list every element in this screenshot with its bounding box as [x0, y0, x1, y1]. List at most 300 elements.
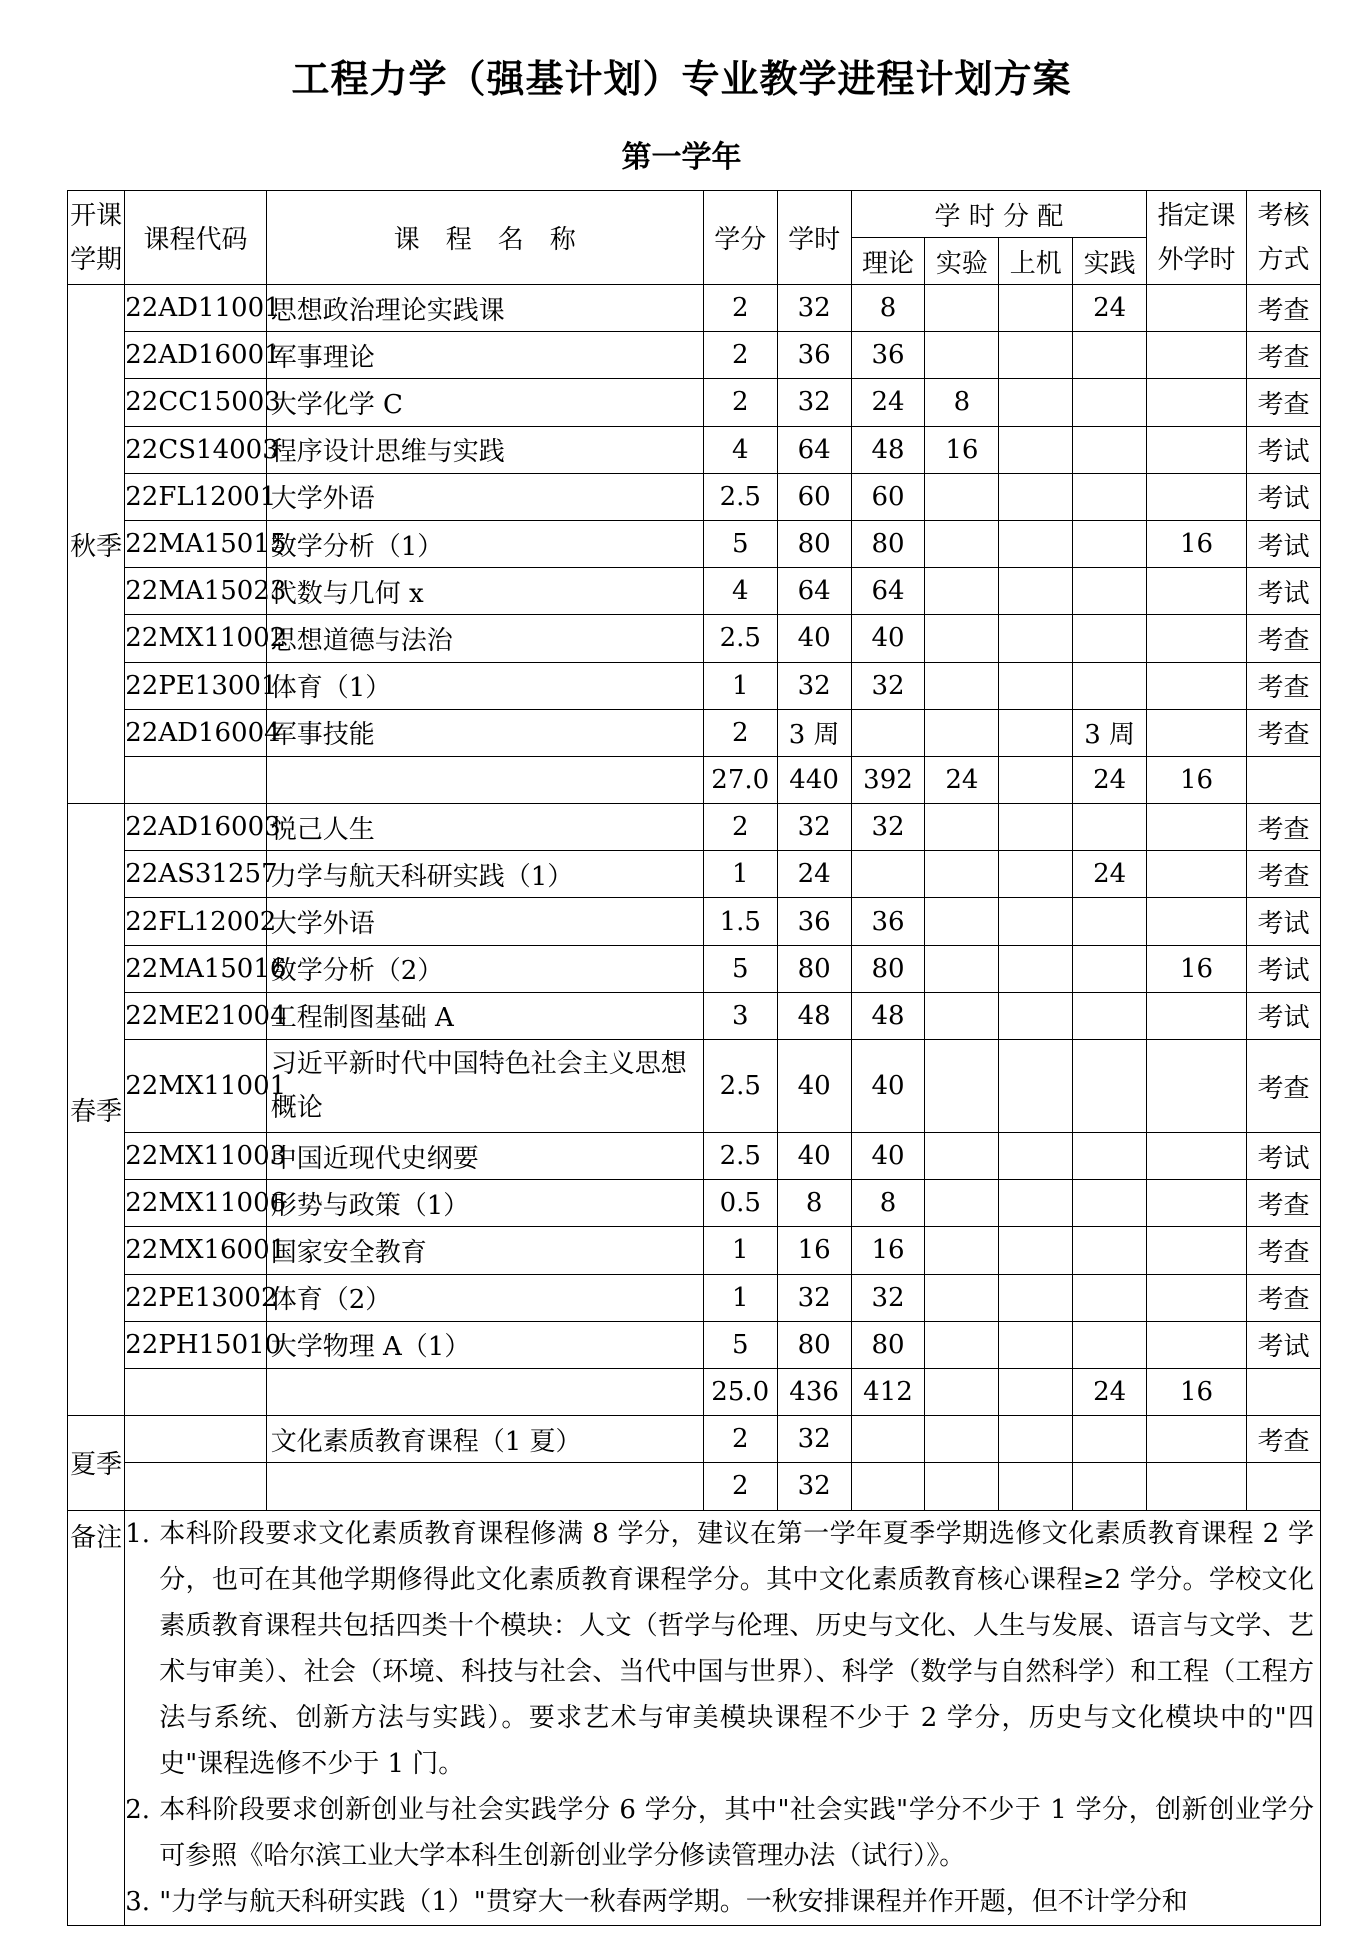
practice-hours [1073, 992, 1147, 1039]
subtotal-experiment-hours [925, 1463, 999, 1510]
subtotal-hours: 436 [777, 1368, 851, 1415]
note-text: "力学与航天科研实践（1）"贯穿大一秋春两学期。一秋安排课程并作开题，但不计学分和 [159, 1886, 1188, 1917]
credits: 2.5 [703, 615, 777, 662]
notes-content [125, 1510, 1321, 1925]
experiment-hours [925, 851, 999, 898]
table-row [68, 473, 1321, 520]
subtotal-name [266, 1368, 703, 1415]
theory-hours: 32 [851, 1274, 925, 1321]
course-name: 大学物理 A（1） [266, 1321, 703, 1368]
assessment: 考试 [1247, 898, 1321, 945]
practice-hours [1073, 568, 1147, 615]
course-name: 体育（1） [266, 662, 703, 709]
computer-hours [999, 898, 1073, 945]
course-name: 军事理论 [266, 332, 703, 379]
hours: 8 [777, 1180, 851, 1227]
experiment-hours [925, 709, 999, 756]
hours: 48 [777, 992, 851, 1039]
subtotal-assessment [1247, 1368, 1321, 1415]
table-row [68, 851, 1321, 898]
theory-hours: 24 [851, 379, 925, 426]
computer-hours [999, 709, 1073, 756]
subtotal-extra-hours: 16 [1147, 1368, 1247, 1415]
computer-hours [999, 568, 1073, 615]
header-name: 课 程 名 称 [266, 191, 703, 285]
course-name: 文化素质教育课程（1 夏） [266, 1416, 703, 1463]
hours: 32 [777, 804, 851, 851]
extra-hours [1147, 1274, 1247, 1321]
assessment: 考试 [1247, 945, 1321, 992]
course-name: 习近平新时代中国特色社会主义思想概论 [266, 1040, 703, 1133]
experiment-hours: 16 [925, 426, 999, 473]
table-row [68, 1227, 1321, 1274]
experiment-hours: 8 [925, 379, 999, 426]
course-code: 22PE13002 [125, 1274, 267, 1321]
subtotal-theory-hours [851, 1463, 925, 1510]
course-name: 代数与几何 x [266, 568, 703, 615]
term-label: 春季 [68, 804, 125, 1416]
credits: 2.5 [703, 473, 777, 520]
practice-hours [1073, 1180, 1147, 1227]
course-code: 22CS14003 [125, 426, 267, 473]
practice-hours: 24 [1073, 851, 1147, 898]
computer-hours [999, 379, 1073, 426]
theory-hours: 48 [851, 992, 925, 1039]
credits: 1 [703, 1227, 777, 1274]
practice-hours [1073, 615, 1147, 662]
credits: 2 [703, 285, 777, 332]
credits: 4 [703, 568, 777, 615]
computer-hours [999, 1227, 1073, 1274]
header-computer: 上机 [999, 238, 1073, 285]
experiment-hours [925, 1227, 999, 1274]
header-assessment: 考核方式 [1247, 191, 1321, 285]
extra-hours [1147, 473, 1247, 520]
extra-hours [1147, 992, 1247, 1039]
practice-hours: 3 周 [1073, 709, 1147, 756]
assessment: 考查 [1247, 709, 1321, 756]
theory-hours: 80 [851, 945, 925, 992]
practice-hours [1073, 898, 1147, 945]
course-name: 形势与政策（1） [266, 1180, 703, 1227]
extra-hours [1147, 1227, 1247, 1274]
practice-hours [1073, 1227, 1147, 1274]
table-row [68, 1133, 1321, 1180]
subtotal-practice-hours: 24 [1073, 1368, 1147, 1415]
course-name: 大学化学 C [266, 379, 703, 426]
computer-hours [999, 1274, 1073, 1321]
extra-hours [1147, 898, 1247, 945]
table-row [68, 1040, 1321, 1133]
experiment-hours [925, 1321, 999, 1368]
assessment: 考试 [1247, 520, 1321, 567]
header-code: 课程代码 [125, 191, 267, 285]
hours: 32 [777, 662, 851, 709]
header-hours: 学时 [777, 191, 851, 285]
assessment: 考查 [1247, 379, 1321, 426]
computer-hours [999, 520, 1073, 567]
credits: 2 [703, 1416, 777, 1463]
note-item [125, 1511, 1314, 1787]
subtotal-credits: 25.0 [703, 1368, 777, 1415]
assessment: 考试 [1247, 473, 1321, 520]
theory-hours: 36 [851, 898, 925, 945]
experiment-hours [925, 992, 999, 1039]
course-name: 数学分析（2） [266, 945, 703, 992]
credits: 1 [703, 662, 777, 709]
extra-hours [1147, 662, 1247, 709]
table-row [68, 804, 1321, 851]
hours: 32 [777, 379, 851, 426]
extra-hours: 16 [1147, 520, 1247, 567]
subtotal-practice-hours: 24 [1073, 756, 1147, 803]
hours: 80 [777, 945, 851, 992]
theory-hours: 8 [851, 1180, 925, 1227]
hours: 32 [777, 285, 851, 332]
computer-hours [999, 992, 1073, 1039]
credits: 5 [703, 945, 777, 992]
course-name: 大学外语 [266, 898, 703, 945]
note-number: 1. [125, 1518, 151, 1549]
hours: 16 [777, 1227, 851, 1274]
experiment-hours [925, 520, 999, 567]
computer-hours [999, 662, 1073, 709]
extra-hours [1147, 804, 1247, 851]
experiment-hours [925, 473, 999, 520]
assessment: 考查 [1247, 332, 1321, 379]
note-number: 3. [125, 1886, 151, 1917]
experiment-hours [925, 285, 999, 332]
course-code: 22FL12001 [125, 473, 267, 520]
assessment: 考试 [1247, 1133, 1321, 1180]
credits: 2 [703, 379, 777, 426]
table-row [68, 898, 1321, 945]
hours: 64 [777, 426, 851, 473]
header-credits: 学分 [703, 191, 777, 285]
assessment: 考查 [1247, 804, 1321, 851]
hours: 36 [777, 332, 851, 379]
subtotal-row [68, 756, 1321, 803]
hours: 36 [777, 898, 851, 945]
practice-hours [1073, 1416, 1147, 1463]
computer-hours [999, 945, 1073, 992]
hours: 3 周 [777, 709, 851, 756]
extra-hours [1147, 332, 1247, 379]
course-name: 体育（2） [266, 1274, 703, 1321]
course-name: 程序设计思维与实践 [266, 426, 703, 473]
theory-hours [851, 851, 925, 898]
note-text: 本科阶段要求文化素质教育课程修满 8 学分，建议在第一学年夏季学期选修文化素质教育课程 2 学分，也可在其他学期修得此文化素质教育课程学分。其中文化素质教育核心课程≥2 学分。学校文化素质教育课程共包括四类十个模块：人文（哲学与伦理、历史与文化、人生与发展、语言与文学、艺术与审美）、社会（环境、科技与社会、当代中国与世界）、科学（数学与自然科学）和工程（工程方法与系统、创新方法与实践）。要求艺术与审美模块课程不少于 2 学分，历史与文化模块中的"四史"课程选修不少于 1 门。 [159, 1518, 1314, 1779]
course-code [125, 1416, 267, 1463]
extra-hours [1147, 379, 1247, 426]
computer-hours [999, 1040, 1073, 1133]
assessment: 考查 [1247, 1227, 1321, 1274]
table-row [68, 1274, 1321, 1321]
course-code: 22AD16004 [125, 709, 267, 756]
header-allocation: 学 时 分 配 [851, 191, 1147, 238]
experiment-hours [925, 1180, 999, 1227]
theory-hours: 80 [851, 520, 925, 567]
subtotal-computer-hours [999, 1368, 1073, 1415]
theory-hours: 36 [851, 332, 925, 379]
course-code: 22AD16003 [125, 804, 267, 851]
table-row [68, 568, 1321, 615]
note-number: 2. [125, 1794, 151, 1825]
theory-hours: 8 [851, 285, 925, 332]
extra-hours [1147, 426, 1247, 473]
credits: 2 [703, 709, 777, 756]
computer-hours [999, 332, 1073, 379]
table-row [68, 662, 1321, 709]
assessment: 考查 [1247, 1180, 1321, 1227]
subtotal-extra-hours [1147, 1463, 1247, 1510]
credits: 2.5 [703, 1040, 777, 1133]
course-code: 22MX11003 [125, 1133, 267, 1180]
assessment: 考试 [1247, 992, 1321, 1039]
hours: 32 [777, 1416, 851, 1463]
course-name: 工程制图基础 A [266, 992, 703, 1039]
table-row [68, 379, 1321, 426]
table-row [68, 992, 1321, 1039]
theory-hours [851, 709, 925, 756]
header-extra-hours: 指定课外学时 [1147, 191, 1247, 285]
table-row [68, 615, 1321, 662]
table-row [68, 1321, 1321, 1368]
extra-hours [1147, 851, 1247, 898]
term-label: 秋季 [68, 285, 125, 804]
practice-hours [1073, 1040, 1147, 1133]
page-title: 工程力学（强基计划）专业教学进程计划方案 [291, 57, 1072, 101]
extra-hours [1147, 1133, 1247, 1180]
experiment-hours [925, 615, 999, 662]
subtotal-theory-hours: 392 [851, 756, 925, 803]
assessment: 考试 [1247, 1321, 1321, 1368]
computer-hours [999, 1180, 1073, 1227]
experiment-hours [925, 1416, 999, 1463]
note-item [125, 1787, 1314, 1879]
course-name: 力学与航天科研实践（1） [266, 851, 703, 898]
course-name: 悦己人生 [266, 804, 703, 851]
experiment-hours [925, 804, 999, 851]
experiment-hours [925, 568, 999, 615]
computer-hours [999, 1321, 1073, 1368]
credits: 2 [703, 804, 777, 851]
subtotal-code [125, 1463, 267, 1510]
course-code: 22MX16001 [125, 1227, 267, 1274]
computer-hours [999, 285, 1073, 332]
course-code: 22MX11002 [125, 615, 267, 662]
subtotal-practice-hours [1073, 1463, 1147, 1510]
computer-hours [999, 804, 1073, 851]
experiment-hours [925, 1274, 999, 1321]
extra-hours [1147, 1180, 1247, 1227]
computer-hours [999, 1416, 1073, 1463]
experiment-hours [925, 1040, 999, 1133]
subtotal-theory-hours: 412 [851, 1368, 925, 1415]
credits: 1 [703, 1274, 777, 1321]
extra-hours [1147, 285, 1247, 332]
hours: 80 [777, 520, 851, 567]
hours: 60 [777, 473, 851, 520]
computer-hours [999, 851, 1073, 898]
credits: 4 [703, 426, 777, 473]
subtotal-code [125, 756, 267, 803]
experiment-hours [925, 945, 999, 992]
hours: 64 [777, 568, 851, 615]
course-name: 思想道德与法治 [266, 615, 703, 662]
course-name: 思想政治理论实践课 [266, 285, 703, 332]
table-row [68, 426, 1321, 473]
experiment-hours [925, 1133, 999, 1180]
course-code: 22PH15010 [125, 1321, 267, 1368]
extra-hours [1147, 1321, 1247, 1368]
course-code: 22FL12002 [125, 898, 267, 945]
practice-hours [1073, 662, 1147, 709]
practice-hours [1073, 1321, 1147, 1368]
course-code: 22PE13001 [125, 662, 267, 709]
credits: 5 [703, 520, 777, 567]
practice-hours [1073, 804, 1147, 851]
practice-hours [1073, 473, 1147, 520]
header-practice: 实践 [1073, 238, 1147, 285]
course-code: 22MA15016 [125, 945, 267, 992]
credits: 2.5 [703, 1133, 777, 1180]
practice-hours [1073, 1274, 1147, 1321]
header-experiment: 实验 [925, 238, 999, 285]
course-name: 军事技能 [266, 709, 703, 756]
theory-hours [851, 1416, 925, 1463]
assessment: 考查 [1247, 1274, 1321, 1321]
course-name: 国家安全教育 [266, 1227, 703, 1274]
experiment-hours [925, 662, 999, 709]
credits: 1 [703, 851, 777, 898]
table-row [68, 1416, 1321, 1463]
table-row [68, 945, 1321, 992]
course-code: 22AS31257 [125, 851, 267, 898]
computer-hours [999, 1133, 1073, 1180]
theory-hours: 60 [851, 473, 925, 520]
assessment: 考试 [1247, 426, 1321, 473]
assessment: 考试 [1247, 568, 1321, 615]
subtotal-credits: 27.0 [703, 756, 777, 803]
credits: 2 [703, 332, 777, 379]
credits: 0.5 [703, 1180, 777, 1227]
assessment: 考查 [1247, 1040, 1321, 1133]
theory-hours: 40 [851, 615, 925, 662]
course-code: 22ME21004 [125, 992, 267, 1039]
note-item [125, 1879, 1314, 1925]
course-name: 中国近现代史纲要 [266, 1133, 703, 1180]
table-row [68, 285, 1321, 332]
experiment-hours [925, 898, 999, 945]
course-code: 22AD11001 [125, 285, 267, 332]
theory-hours: 80 [851, 1321, 925, 1368]
table-row [68, 1180, 1321, 1227]
theory-hours: 32 [851, 804, 925, 851]
course-code: 22AD16001 [125, 332, 267, 379]
subtotal-experiment-hours: 24 [925, 756, 999, 803]
practice-hours [1073, 1133, 1147, 1180]
practice-hours: 24 [1073, 285, 1147, 332]
hours: 32 [777, 1274, 851, 1321]
hours: 40 [777, 1040, 851, 1133]
header-theory: 理论 [851, 238, 925, 285]
notes-label: 备注 [68, 1510, 125, 1925]
subtotal-name [266, 756, 703, 803]
course-name: 数学分析（1） [266, 520, 703, 567]
practice-hours [1073, 426, 1147, 473]
subtotal-row [68, 1368, 1321, 1415]
subtotal-assessment [1247, 756, 1321, 803]
header-term: 开课学期 [68, 191, 125, 285]
subtotal-hours: 440 [777, 756, 851, 803]
extra-hours [1147, 1416, 1247, 1463]
subtotal-assessment [1247, 1463, 1321, 1510]
notes-row [68, 1510, 1321, 1925]
note-text: 本科阶段要求创新创业与社会实践学分 6 学分，其中"社会实践"学分不少于 1 学分，创新创业学分可参照《哈尔滨工业大学本科生创新创业学分修读管理办法（试行）》。 [159, 1794, 1314, 1871]
extra-hours [1147, 709, 1247, 756]
credits: 5 [703, 1321, 777, 1368]
computer-hours [999, 615, 1073, 662]
term-label: 夏季 [68, 1416, 125, 1510]
practice-hours [1073, 332, 1147, 379]
subtotal-extra-hours: 16 [1147, 756, 1247, 803]
table-row [68, 520, 1321, 567]
course-code: 22MX11001 [125, 1040, 267, 1133]
extra-hours [1147, 568, 1247, 615]
hours: 80 [777, 1321, 851, 1368]
hours: 40 [777, 1133, 851, 1180]
course-name: 大学外语 [266, 473, 703, 520]
credits: 3 [703, 992, 777, 1039]
extra-hours: 16 [1147, 945, 1247, 992]
year-title: 第一学年 [621, 140, 742, 175]
extra-hours [1147, 615, 1247, 662]
assessment: 考查 [1247, 1416, 1321, 1463]
subtotal-hours: 32 [777, 1463, 851, 1510]
theory-hours: 40 [851, 1133, 925, 1180]
assessment: 考查 [1247, 615, 1321, 662]
practice-hours [1073, 945, 1147, 992]
experiment-hours [925, 332, 999, 379]
subtotal-computer-hours [999, 756, 1073, 803]
practice-hours [1073, 520, 1147, 567]
course-code: 22MX11006 [125, 1180, 267, 1227]
subtotal-computer-hours [999, 1463, 1073, 1510]
subtotal-name [266, 1463, 703, 1510]
course-plan-table [67, 190, 1321, 1926]
assessment: 考查 [1247, 285, 1321, 332]
theory-hours: 40 [851, 1040, 925, 1133]
table-row [68, 709, 1321, 756]
subtotal-code [125, 1368, 267, 1415]
credits: 1.5 [703, 898, 777, 945]
hours: 40 [777, 615, 851, 662]
computer-hours [999, 426, 1073, 473]
theory-hours: 48 [851, 426, 925, 473]
subtotal-credits: 2 [703, 1463, 777, 1510]
course-code: 22MA15015 [125, 520, 267, 567]
table-row [68, 332, 1321, 379]
subtotal-experiment-hours [925, 1368, 999, 1415]
subtotal-row [68, 1463, 1321, 1510]
hours: 24 [777, 851, 851, 898]
assessment: 考查 [1247, 851, 1321, 898]
course-code: 22CC15003 [125, 379, 267, 426]
theory-hours: 32 [851, 662, 925, 709]
theory-hours: 64 [851, 568, 925, 615]
practice-hours [1073, 379, 1147, 426]
